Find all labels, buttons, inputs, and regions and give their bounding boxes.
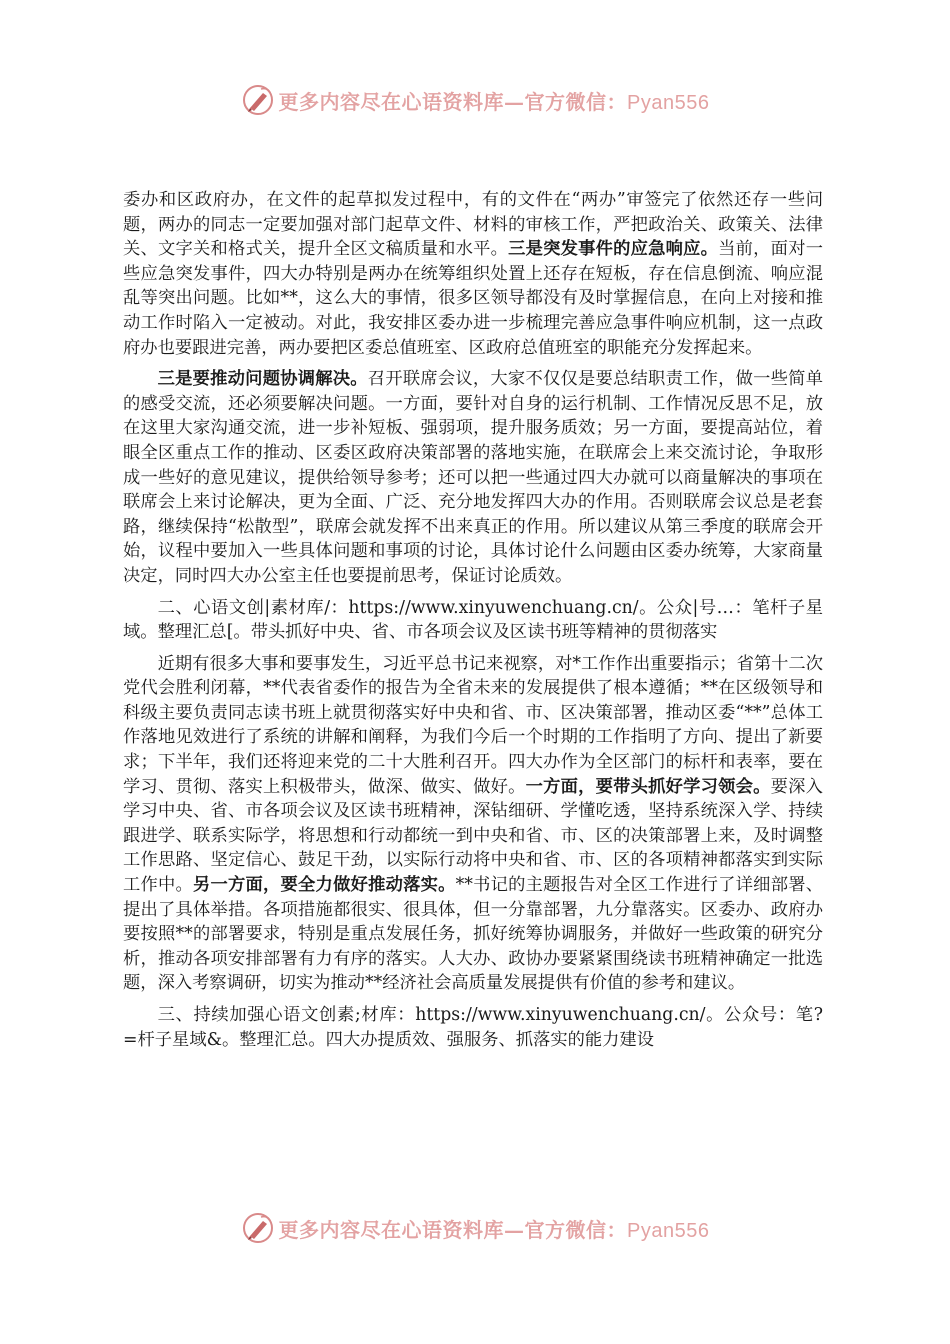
- watermark-text: 更多内容尽在心语资料库—官方微信：Pyan556: [278, 89, 710, 114]
- bold-heading: 一方面，要带头抓好学习领会。: [525, 776, 771, 797]
- watermark-banner-bottom: [0, 1206, 950, 1250]
- paragraph-2: 三是要推动问题协调解决。召开联席会议，大家不仅仅是要总结职责工作，做一些简单的感受交流，还必须要解决问题。一方面，要针对自身的运行机制、工作情况反思不足，放在这里大家沟通交流，进一步补短板、强弱项，提升服务质效；另一方面，要提高站位，着眼全区重点工作的推动、区委区政府决策部署的落地实施，在联席会上来交流讨论，争取形成一些好的意见建议，提供给领导参考；还可以把一些通过四大办就可以商量解决的事项在联席会上来讨论解决，更为全面、广泛、充分地发挥四大办的作用。否则联席会议总是老套路，继续保持“松散型”，联席会就发挥不出来真正的作用。所以建议从第三季度的联席会开始，议程中要加入一些具体问题和事项的讨论，具体讨论什么问题由区委办统筹，大家商量决定，同时四大办公室主任也要提前思考，保证讨论质效。: [123, 369, 823, 586]
- pen-nib-logo-icon: [241, 83, 275, 117]
- watermark-text: 更多内容尽在心语资料库—官方微信：Pyan556: [278, 1217, 710, 1242]
- document-body: [123, 188, 823, 1059]
- bold-heading: 三是突发事件的应急响应。: [508, 239, 719, 260]
- bold-heading: 另一方面，要全力做好推动落实。: [193, 875, 456, 896]
- section-heading-2: 二、心语文创|素材库/：https://www.xinyuwenchuang.cn/。公众|号…：笔杆子星域。整理汇总[。带头抓好中央、省、市各项会议及区读书班等精神的贯彻落实: [123, 597, 823, 643]
- paragraph-3: 近期有很多大事和要事发生，习近平总书记来视察，对*工作作出重要指示；省第十二次党代会胜利闭幕，**代表省委作的报告为全省未来的发展提供了根本遵循；**在区级领导和科级主要负责同志读书班上就贯彻落实好中央和省、市、区决策部署，推动区委“**”总体工作落地见效进行了系统的讲解和阐释，为我们今后一个时期的工作指明了方向、提出了新要求；下半年，我们还将迎来党的二十大胜利召开。四大办作为全区部门的标杆和表率，要在学习、贯彻、落实上积极带头，做深、做实、做好。一方面，要带头抓好学习领会。要深入学习中央、省、市各项会议及区读书班精神，深钻细研、学懂吃透，坚持系统深入学、持续跟进学、联系实际学，将思想和行动都统一到中央和省、市、区的决策部署上来，及时调整工作思路、坚定信心、鼓足干劲，以实际行动将中央和省、市、区的各项精神都落实到实际工作中。另一方面，要全力做好推动落实。**书记的主题报告对全区工作进行了详细部署、提出了具体举措。各项措施都很实、很具体，但一分靠部署，九分靠落实。区委办、政府办要按照**的部署要求，特别是重点发展任务，抓好统筹协调服务，并做好一些政策的研究分析，推动各项安排部署有力有序的落实。人大办、政协办要紧紧围绕读书班精神确定一批选题，深入考察调研，切实为推动**经济社会高质量发展提供有价值的参考和建议。: [123, 653, 823, 994]
- bold-heading: 三是要推动问题协调解决。: [157, 369, 368, 390]
- paragraph-1: 委办和区政府办，在文件的起草拟发过程中，有的文件在“两办”审签完了依然还存一些问题，两办的同志一定要加强对部门起草文件、材料的审核工作，严把政治关、政策关、法律关、文字关和格式关，提升全区文稿质量和水平。三是突发事件的应急响应。当前，面对一些应急突发事件，四大办特别是两办在统筹组织处置上还存在短板，存在信息倒流、响应混乱等突出问题。比如**，这么大的事情，很多区领导都没有及时掌握信息，在向上对接和推动工作时陷入一定被动。对此，我安排区委办进一步梳理完善应急事件响应机制，这一点政府办也要跟进完善，两办要把区委总值班室、区政府总值班室的职能充分发挥起来。: [123, 190, 823, 358]
- section-heading-3: 三、持续加强心语文创素;材库：https://www.xinyuwenchuang.cn/。公众号：笔?=杆子星域&。整理汇总。四大办提质效、强服务、抓落实的能力建设: [123, 1005, 823, 1050]
- watermark-banner-top: [0, 78, 950, 122]
- pen-nib-logo-icon: [241, 1211, 275, 1245]
